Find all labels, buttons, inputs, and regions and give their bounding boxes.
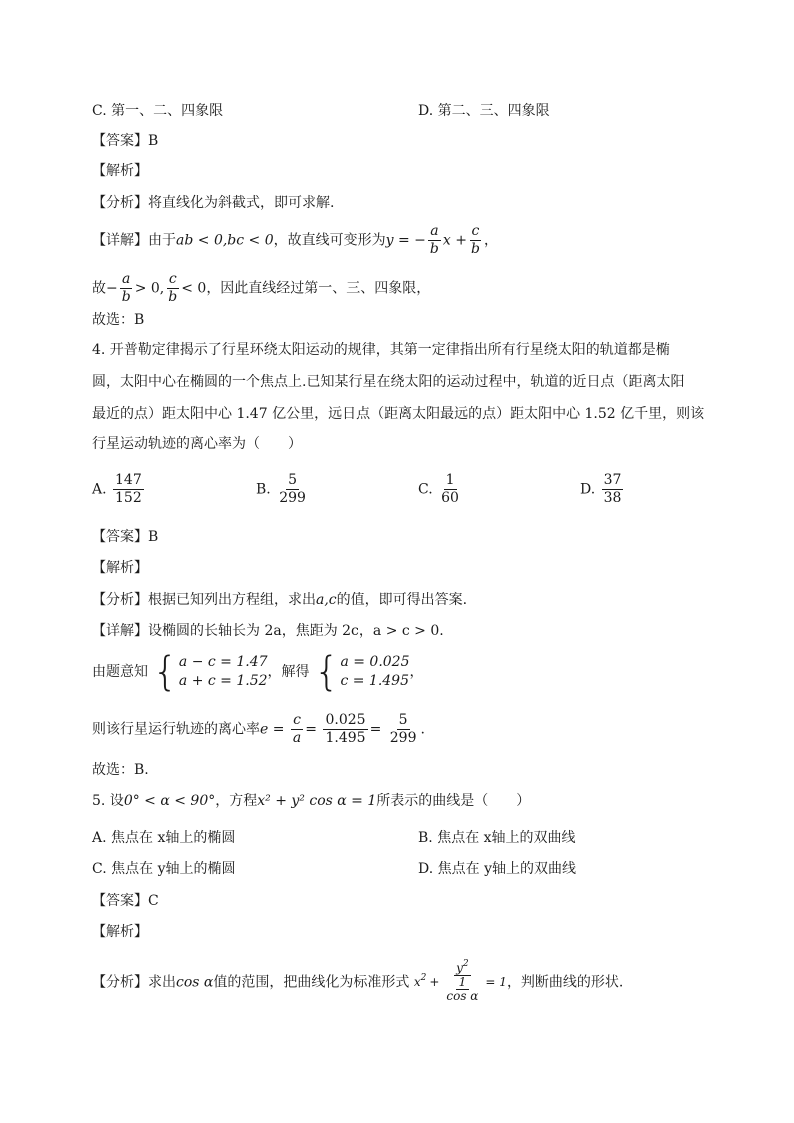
q5-option-d: D. 焦点在 y轴上的双曲线 <box>418 861 576 877</box>
q4-fenxi: 【分析】根据已知列出方程组，求出a,c的值，即可得出答案. <box>92 592 468 608</box>
fraction-c-over-b: $\frac{c}{b}$ <box>470 223 480 257</box>
q4-eccentricity: 则该行星运行轨迹的离心率e = $\frac{c}{a}$ = $\frac{0.025}{1.495}$ = $\frac{5}{299}$ . <box>92 712 425 746</box>
q5-fenxi: 【分析】求出cos α值的范围，把曲线化为标准形式 $x^2$ + $y^2$ 1 cos α = 1 ，判断曲线的形状. <box>92 959 624 1003</box>
q3-fenxi: 【分析】将直线化为斜截式，即可求解. <box>92 195 335 211</box>
q4-stem-line3: 最近的点）距太阳中心 1.47 亿公里，远日点（距离太阳最远的点）距太阳中心 1.52 亿千里，则该 <box>92 406 705 422</box>
fraction-a-over-b: $\frac{a}{b}$ <box>429 223 439 257</box>
q4-stem-line4: 行星运动轨迹的离心率为（ ） <box>92 436 302 452</box>
q3-final-choice: 故选：B <box>92 312 145 328</box>
q3-option-d: D. 第二、三、四象限 <box>418 103 550 119</box>
q4-option-c: C. $\frac{1}{60}$ <box>418 472 459 506</box>
q3-option-c: C. 第一、二、四象限 <box>92 103 224 119</box>
q4-analysis-heading: 【解析】 <box>92 560 148 576</box>
q5-option-c: C. 焦点在 y轴上的椭圆 <box>92 861 236 877</box>
q3-xiangjie: 【详解】由于ab < 0,bc < 0，故直线可变形为y = − $\frac{a}{b}$ x + $\frac{c}{b}$ ， <box>92 223 498 257</box>
q4-option-d: D. $\frac{37}{38}$ <box>580 472 622 506</box>
system-of-equations-2: { a = 0.025 c = 1.495 <box>313 649 410 695</box>
q5-answer: 【答案】C <box>92 893 159 909</box>
fraction-a-over-b: $\frac{a}{b}$ <box>121 271 131 305</box>
q4-equation-system: 由题意知 { a − c = 1.47 a + c = 1.52 ，解得 { a = 0.025 c = 1.495 ， <box>92 649 424 695</box>
q5-option-a: A. 焦点在 x轴上的椭圆 <box>92 830 236 846</box>
q4-stem-line2: 圆，太阳中心在椭圆的一个焦点上.已知某行星在绕太阳的运动过程中，轨道的近日点（距离太阳 <box>92 374 685 390</box>
q4-option-a: A. $\frac{147}{152}$ <box>92 472 142 506</box>
q4-option-b: B. $\frac{5}{299}$ <box>256 472 306 506</box>
q4-xiangjie: 【详解】设椭圆的长轴长为 2a，焦距为 2c，a > c > 0. <box>92 623 444 639</box>
q3-answer: 【答案】B <box>92 133 159 149</box>
q5-analysis-heading: 【解析】 <box>92 924 148 940</box>
standard-form-equation: $x^2$ + $y^2$ 1 cos α = 1 <box>413 959 507 1003</box>
fraction-c-over-b: $\frac{c}{b}$ <box>168 271 178 305</box>
q4-final-choice: 故选：B. <box>92 762 149 778</box>
q4-answer: 【答案】B <box>92 529 159 545</box>
q3-conclusion: 故− $\frac{a}{b}$ > 0, $\frac{c}{b}$ < 0，因此直线经过第一、三、四象限， <box>92 271 431 305</box>
q4-stem-line1: 4. 开普勒定律揭示了行星环绕太阳运动的规律，其第一定律指出所有行星绕太阳的轨道都是椭 <box>92 342 670 358</box>
q5-stem: 5. 设0° < α < 90°，方程x² + y² cos α = 1所表示的曲线是（ ） <box>92 793 531 809</box>
system-of-equations-1: { a − c = 1.47 a + c = 1.52 <box>152 649 268 695</box>
q5-option-b: B. 焦点在 x轴上的双曲线 <box>418 830 576 846</box>
q3-analysis-heading: 【解析】 <box>92 163 148 179</box>
